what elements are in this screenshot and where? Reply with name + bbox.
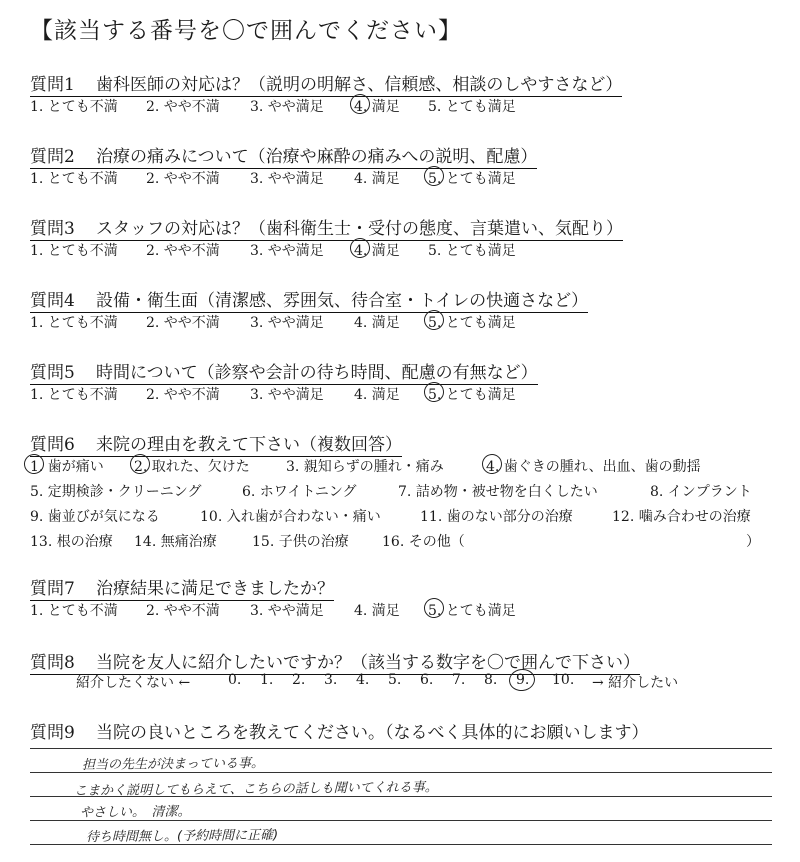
option-2[interactable]: 2. やや不満: [146, 387, 220, 403]
scale-3[interactable]: 3.: [324, 672, 338, 688]
question-title: [30, 574, 334, 601]
question-text: 治療結果に満足できましたか？: [96, 579, 334, 599]
question-number: 質問2: [30, 147, 75, 167]
scale-1[interactable]: 1.: [260, 672, 274, 688]
reason-10[interactable]: 10. 入れ歯が合わない・痛い: [200, 509, 381, 525]
scale-5[interactable]: 5.: [388, 672, 402, 688]
scale-2[interactable]: 2.: [292, 672, 306, 688]
scale-10[interactable]: 10.: [552, 672, 575, 688]
option-5[interactable]: 5. とても満足: [428, 243, 516, 259]
question-text: スタッフの対応は？（歯科衛生士・受付の態度、言葉遣い、気配り）: [96, 219, 623, 239]
reason-9[interactable]: 9. 歯並びが気になる: [30, 509, 160, 525]
reason-15[interactable]: 15. 子供の治療: [252, 534, 349, 550]
answer-line: [30, 748, 772, 749]
question-text: 治療の痛みについて（治療や麻酔の痛みへの説明、配慮）: [96, 147, 538, 167]
option-4[interactable]: 4. 満足: [354, 240, 400, 260]
option-1[interactable]: 1. とても不満: [30, 603, 118, 619]
option-3[interactable]: 3. やや満足: [250, 99, 324, 115]
option-4[interactable]: 4. 満足: [354, 315, 400, 331]
option-1[interactable]: 1. とても不満: [30, 387, 118, 403]
reason-7[interactable]: 7. 詰め物・被せ物を白くしたい: [398, 484, 598, 500]
reason-13[interactable]: 13. 根の治療: [30, 534, 113, 550]
reason-14[interactable]: 14. 無痛治療: [134, 534, 217, 550]
question-number: 質問7: [30, 579, 75, 599]
option-4[interactable]: 4. 満足: [354, 603, 400, 619]
question-text: 設備・衛生面（清潔感、雰囲気、待合室・トイレの快適さなど）: [96, 291, 589, 311]
reason-16[interactable]: 16. その他（: [382, 534, 465, 550]
handwritten-answer-2: こまかく説明してもらえて、こちらの話しも聞いてくれる事。: [73, 780, 438, 799]
scale-7[interactable]: 7.: [452, 672, 466, 688]
option-2[interactable]: 2. やや不満: [146, 99, 220, 115]
scale-0[interactable]: 0.: [228, 672, 242, 688]
option-5[interactable]: 5. とても満足: [428, 168, 516, 188]
other-close-paren: ）: [746, 534, 760, 550]
scale-6[interactable]: 6.: [420, 672, 434, 688]
reason-12[interactable]: 12. 噛み合わせの治療: [612, 509, 751, 525]
reason-2[interactable]: 2. 取れた、欠けた: [134, 456, 250, 476]
option-3[interactable]: 3. やや満足: [250, 387, 324, 403]
reason-6[interactable]: 6. ホワイトニング: [242, 484, 357, 500]
option-1[interactable]: 1. とても不満: [30, 99, 118, 115]
option-3[interactable]: 3. やや満足: [250, 171, 324, 187]
scale-9[interactable]: 9.: [516, 672, 529, 688]
option-4[interactable]: 4. 満足: [354, 387, 400, 403]
handwritten-answer-1: 担当の先生が決まっている事。: [81, 756, 265, 773]
question-title: [30, 648, 640, 675]
question-number: 質問3: [30, 219, 75, 239]
option-2[interactable]: 2. やや不満: [146, 603, 220, 619]
question-number: 質問9: [30, 723, 75, 743]
question-number: 質問8: [30, 653, 75, 673]
scale-4[interactable]: 4.: [356, 672, 370, 688]
option-1[interactable]: 1. とても不満: [30, 171, 118, 187]
option-5[interactable]: 5. とても満足: [428, 99, 516, 115]
option-1[interactable]: 1. とても不満: [30, 315, 118, 331]
question-number: 質問6: [30, 435, 75, 455]
option-2[interactable]: 2. やや不満: [146, 315, 220, 331]
option-5[interactable]: 5. とても満足: [428, 384, 516, 404]
question-title: [30, 70, 622, 97]
handwritten-answer-4: 待ち時間無し。(予約時間に正確): [85, 827, 279, 846]
option-4[interactable]: 4. 満足: [354, 96, 400, 116]
question-text: 当院の良いところを教えてください。（なるべく具体的にお願いします）: [96, 723, 649, 743]
option-3[interactable]: 3. やや満足: [250, 243, 324, 259]
question-title: [30, 214, 623, 241]
question-number: 質問5: [30, 363, 75, 383]
reason-4[interactable]: 4. 歯ぐきの腫れ、出血、歯の動揺: [486, 456, 701, 476]
option-4[interactable]: 4. 満足: [354, 171, 400, 187]
reason-1[interactable]: 1. 歯が痛い: [30, 456, 104, 476]
scale-left-label: 紹介したくない ←: [76, 675, 191, 691]
scale-right-label: → 紹介したい: [592, 675, 679, 691]
reason-3[interactable]: 3. 親知らずの腫れ・痛み: [286, 459, 444, 475]
option-3[interactable]: 3. やや満足: [250, 315, 324, 331]
reason-8[interactable]: 8. インプラント: [650, 484, 752, 500]
question-title: [30, 358, 538, 385]
option-1[interactable]: 1. とても不満: [30, 243, 118, 259]
reason-11[interactable]: 11. 歯のない部分の治療: [420, 509, 573, 525]
question-title: [30, 286, 588, 313]
option-5[interactable]: 5. とても満足: [428, 600, 516, 620]
question-text: 当院を友人に紹介したいですか？（該当する数字を〇で囲んで下さい）: [96, 653, 640, 673]
question-text: 時間について（診察や会計の待ち時間、配慮の有無など）: [96, 363, 538, 383]
handwritten-answer-3: やさしい。 清潔。: [79, 804, 191, 821]
question-title: [30, 430, 402, 457]
option-3[interactable]: 3. やや満足: [250, 603, 324, 619]
instruction-header: 【該当する番号を〇で囲んでください】: [30, 18, 462, 44]
question-title: [30, 142, 537, 169]
option-2[interactable]: 2. やや不満: [146, 243, 220, 259]
reason-5[interactable]: 5. 定期検診・クリーニング: [30, 484, 202, 500]
question-number: 質問1: [30, 75, 75, 95]
question-number: 質問4: [30, 291, 75, 311]
option-2[interactable]: 2. やや不満: [146, 171, 220, 187]
question-title: [30, 718, 649, 744]
scale-8[interactable]: 8.: [484, 672, 498, 688]
question-text: 歯科医師の対応は？（説明の明解さ、信頼感、相談のしやすさなど）: [96, 75, 623, 95]
answer-line: [30, 820, 772, 821]
question-text: 来院の理由を教えて下さい（複数回答）: [96, 435, 402, 455]
option-5[interactable]: 5. とても満足: [428, 312, 516, 332]
